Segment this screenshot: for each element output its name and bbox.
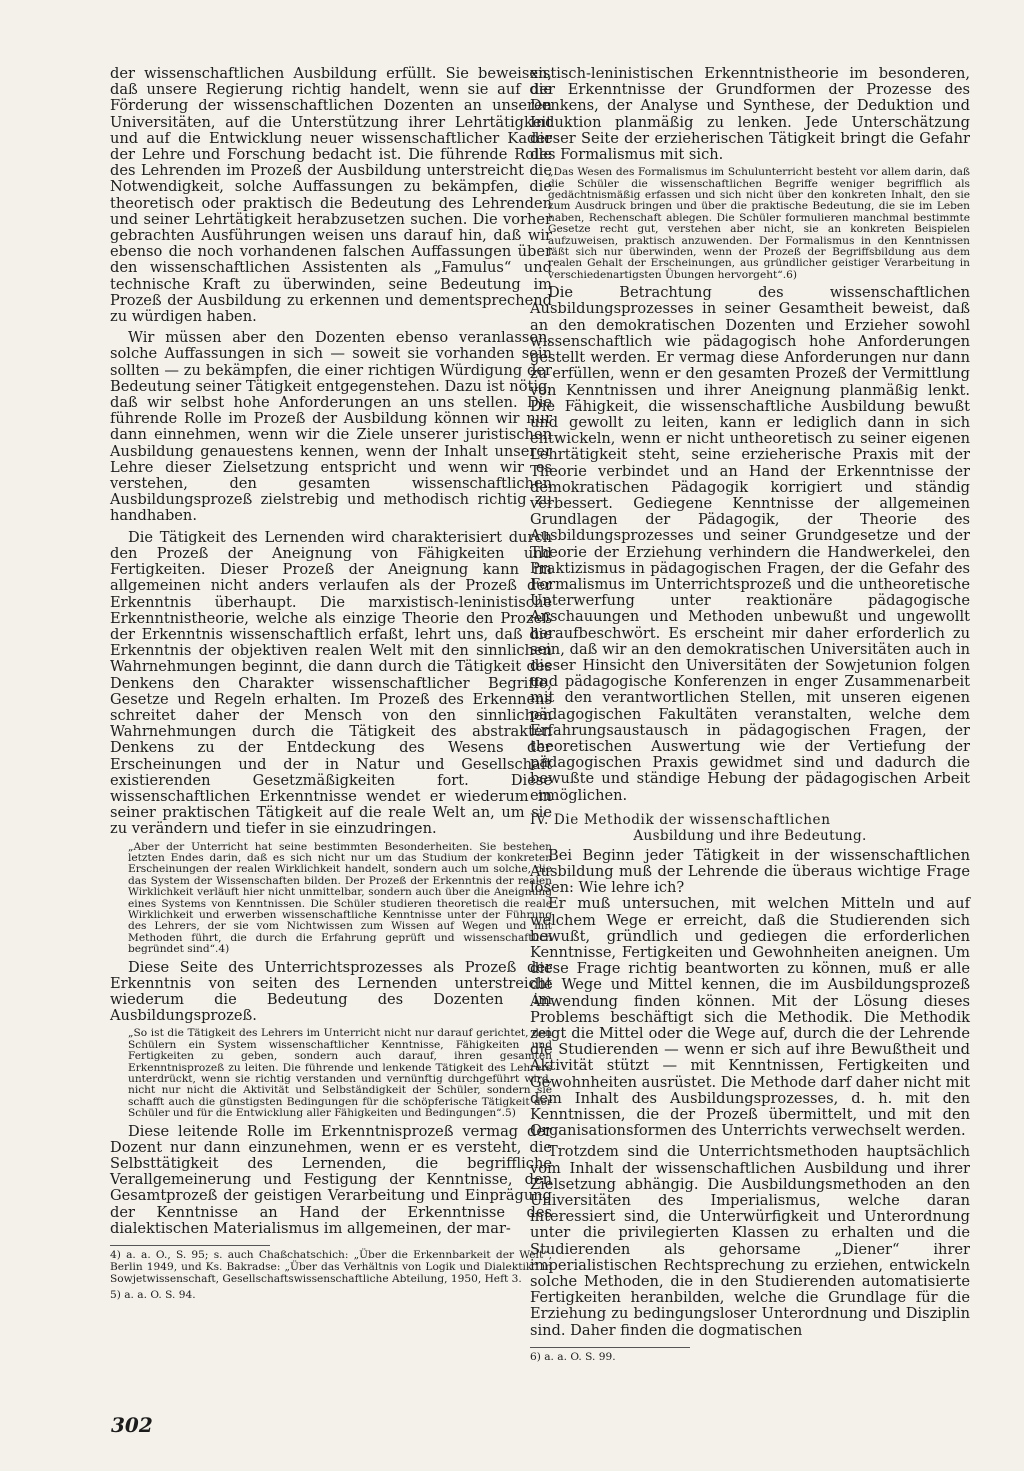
footnote-divider <box>110 1245 270 1246</box>
section-heading-line: Ausbildung und ihre Bedeutung. <box>633 827 867 844</box>
paragraph: xistisch-leninistischen Erkenntnistheorie im besonderen, der Erkenntnisse der Grundformen der Prozesse des Denkens, der Analyse und Synthese, der Deduktion und Induktion planmäßig zu lenken. Jede Unterschätzung dieser Seite der erzieherischen Tätigkeit bringt die Gefahr des Formalismus mit sich. <box>530 65 970 164</box>
paragraph: Bei Beginn jeder Tätigkeit in der wissenschaftlichen Ausbildung muß der Lehrende die überaus wichtige Frage lösen: Wie lehre ich? <box>530 846 970 897</box>
footnote: 6) a. a. O. S. 99. <box>530 1350 616 1363</box>
paragraph: der wissenschaftlichen Ausbildung erfüllt. Sie beweisen, daß unsere Regierung richtig handelt, wenn sie auf die Förderung der wissenschaftlichen Dozenten an unseren Universitäten, auf die Unterstützung ihrer Lehrtätigkeit und auf die Entwicklung neuer wissenschaftlicher Kader der Lehre und Forschung bedacht ist. Die führende Rolle des Lehrenden im Prozeß der Ausbildung unterstreicht die Notwendigkeit, solche Auffassungen zu bekämpfen, die theoretisch oder praktisch die Bedeutung des Lehrenden und seiner Lehrtätigkeit herabzusetzen suchen. Die vorher gebrachten Ausführungen weisen uns darauf hin, daß wir ebenso die noch vorhandenen falschen Auffassungen über den wissenschaftlichen Assistenten als „Famulus“ und technische Kraft zu überwinden, seine Bedeutung im Prozeß der Ausbildung zu erkennen und dementsprechend zu würdigen haben. <box>110 65 552 326</box>
block-quote: „Aber der Unterricht hat seine bestimmten Besonderheiten. Sie bestehen letzten Endes darin, daß es sich nicht nur um das Studium der konkreten Erscheinungen der realen Wirklichkeit handelt, sondern auch um solche, die das System der Wissenschaften bilden. Der Prozeß der Erkenntnis der realen Wirklichkeit verläuft hier nicht unmittelbar, sondern auch über die Aneignung eines Systems von Kenntnissen. Die Schüler studieren theoretisch die reale Wirklichkeit und erwerben wissenschaftliche Kenntnisse unter der Führung des Lehrers, der sie vom Nichtwissen zum Wissen auf Wegen und mit Methoden führt, die durch die Erfahrung geprüft und wissenschaftlich begründet sind“.4) <box>128 840 552 956</box>
paragraph: Trotzdem sind die Unterrichtsmethoden hauptsächlich vom Inhalt der wissenschaftlichen Ausbildung und ihrer Zielsetzung abhängig. Die Ausbildungsmethoden an den Universitäten des Imperialismus, welche daran interessiert sind, die Unterwürfigkeit und Unterordnung unter die privilegierten Klassen zu erhalten und die Studierenden als gehorsame „Diener“ ihrer imperialistischen Rechtsprechung zu erziehen, entwickeln solche Methoden, die in den Studierenden automatisierte Fertigkeiten heranbilden, welche die Grundlage für die Erziehung zu bedingungsloser Unterordnung und Disziplin sind. Daher finden die dogmatischen <box>530 1143 970 1339</box>
section-heading <box>530 812 970 844</box>
right-column <box>530 66 970 1364</box>
block-quote: „Das Wesen des Formalismus im Schulunterricht besteht vor allem darin, daß die Schüler die wissenschaftlichen Begriffe weniger begrifflich als gedächtnismäßig erfassen und sich nicht über den konkreten Inhalt, den sie zum Ausdruck bringen und über die praktische Bedeutung, die sie im Leben haben, Rechenschaft ablegen. Die Schüler formulieren manchmal bestimmte Gesetze recht gut, verstehen aber nicht, sie an konkreten Beispielen aufzuweisen, praktisch anzuwenden. Der Formalismus in den Kenntnissen läßt sich nur überwinden, wenn der Prozeß der Begriffsbildung aus dem realen Gehalt der Erscheinungen, aus gründlicher geistiger Verarbeitung in verschiedenartigsten Übungen hervorgeht“.6) <box>548 166 970 281</box>
block-quote: „So ist die Tätigkeit des Lehrers im Unterricht nicht nur darauf gerichtet, den Schülern ein System wissenschaftlicher Kenntnisse, Fähigkeiten und Fertigkeiten zu geben, sondern auch darauf, ihren gesamten Erkenntnisprozeß zu leiten. Die führende und lenkende Tätigkeit des Lehrers unterdrückt, wenn sie richtig verstanden und vernünftig durchgeführt wird, nicht nur nicht die Aktivität und Selbständigkeit der Schüler, sondern sie schafft auch die günstigsten Bedingungen für die schöpferische Tätigkeit der Schüler und für die Entwicklung aller Fähigkeiten und Bedingungen“.5) <box>128 1027 552 1120</box>
paragraph: Diese Seite des Unterrichtsprozesses als Prozeß der Erkenntnis von seiten des Lernenden unterstreicht wiederum die Bedeutung des Dozenten im Ausbildungsprozeß. <box>110 958 552 1025</box>
section-heading-line: IV. Die Methodik der wissenschaftlichen <box>530 811 831 828</box>
footnote: 4) a. a. O., S. 95; s. auch Chaßchatschich: „Über die Erkennbarkeit der Welt“, Berlin 1949, und Ks. Bakradse: „Über das Verhältnis von Logik und Dialektik“ in Sowjetwissenschaft, Gesellschaftswissenschaftliche Abteilung, 1950, Heft 3. <box>110 1249 552 1285</box>
paragraph: Diese leitende Rolle im Erkenntnisprozeß vermag der Dozent nur dann einzunehmen, wenn er es versteht, die Selbsttätigkeit des Lernenden, die begriffliche Verallgemeinerung und Festigung der Kenntnisse, den Gesamtprozeß der geistigen Verarbeitung und Einprägung der Kenntnisse an Hand der Erkenntnisse des dialektischen Materialismus im allgemeinen, der mar- <box>110 1122 552 1237</box>
paragraph: Wir müssen aber den Dozenten ebenso veranlassen, solche Auffassungen in sich — soweit sie vorhanden sein sollten — zu bekämpfen, die einer richtigen Würdigung der Bedeutung seiner Tätigkeit entgegenstehen. Dazu ist nötig, daß wir selbst hohe Anforderungen an uns stellen. Die führende Rolle im Prozeß der Ausbildung können wir nur dann einnehmen, wenn wir die Ziele unserer juristischen Ausbildung genauestens kennen, wenn der Inhalt unserer Lehre dieser Zielsetzung entspricht und wenn wir es verstehen, den gesamten wissenschaftlichen Ausbildungsprozeß zielstrebig und methodisch richtig zu handhaben. <box>110 329 552 525</box>
paragraph: Die Betrachtung des wissenschaftlichen Ausbildungsprozesses in seiner Gesamtheit beweist, daß an den demokratischen Dozenten und Erzieher sowohl wissenschaftlich wie pädagogisch hohe Anforderungen gestellt werden. Er vermag diese Anforderungen nur dann zu erfüllen, wenn er den gesamten Prozeß der Vermittlung von Kenntnissen und ihrer Aneignung planmäßig lenkt. Die Fähigkeit, die wissenschaftliche Ausbildung bewußt und gewollt zu leiten, kann er lediglich dann in sich entwickeln, wenn er nicht untheoretisch zu seiner eigenen Lehrtätigkeit steht, seine erzieherische Praxis mit der Theorie verbindet und an Hand der Erkenntnisse der demokratischen Pädagogik korrigiert und ständig verbessert. Gediegene Kenntnisse der allgemeinen Grundlagen der Pädagogik, der Theorie des Ausbildungsprozesses und seiner Grundgesetze und der Theorie der Erziehung verhindern die Handwerkelei, den Praktizismus in pädagogischen Fragen, der die Gefahr des Formalismus im Unterrichtsprozeß und die untheoretische Unterwerfung unter reaktionäre pädagogische Anschauungen und Methoden unbewußt und ungewollt heraufbeschwört. Es erscheint mir daher erforderlich zu sein, daß wir an den demokratischen Universitäten auch in dieser Hinsicht den Universitäten der Sowjetunion folgen und pädagogische Konferenzen in enger Zusammenarbeit mit den verantwortlichen Stellen, mit unseren eigenen pädagogischen Fakultäten veranstalten, welche dem Erfahrungsaustausch in pädagogischen Fragen, der theoretischen Auswertung wie der Vertiefung der pädagogischen Praxis gewidmet sind und dadurch die bewußte und ständige Hebung der pädagogischen Arbeit ermöglichen. <box>530 284 970 804</box>
page-number: 302 <box>111 1413 153 1437</box>
footnote-divider <box>530 1347 690 1348</box>
left-column <box>110 66 552 1302</box>
paragraph: Die Tätigkeit des Lernenden wird charakterisiert durch den Prozeß der Aneignung von Fähigkeiten und Fertigkeiten. Dieser Prozeß der Aneignung kann im allgemeinen nicht anders verlaufen als der Prozeß der Erkenntnis überhaupt. Die marxistisch-leninistische Erkenntnistheorie, welche als einzige Theorie den Prozeß der Erkenntnis wissenschaftlich erfaßt, lehrt uns, daß die Erkenntnis der objektiven realen Welt mit den sinnlichen Wahrnehmungen beginnt, die dann durch die Tätigkeit des Denkens den Charakter wissenschaftlicher Begriffe, Gesetze und Regeln erhalten. Im Prozeß des Erkennens schreitet daher der Mensch von den sinnlichen Wahrnehmungen durch die Tätigkeit des abstrakten Denkens zu der Entdeckung des Wesens der Erscheinungen und der in Natur und Gesellschaft existierenden Gesetzmäßigkeiten fort. Diese wissenschaftlichen Erkenntnisse wendet er wiederum in seiner praktischen Tätigkeit auf die reale Welt an, um sie zu verändern und tiefer in sie einzudringen. <box>110 528 552 838</box>
footnote: 5) a. a. O. S. 94. <box>110 1289 196 1302</box>
paragraph: Er muß untersuchen, mit welchen Mitteln und auf welchem Wege er erreicht, daß die Studierenden sich bewußt, gründlich und gediegen die erforderlichen Kenntnisse, Fertigkeiten und Gewohnheiten aneignen. Um diese Frage richtig beantworten zu können, muß er alle die Wege und Mittel kennen, die im Ausbildungsprozeß Anwendung finden können. Mit der Lösung dieses Problems beschäftigt sich die Methodik. Die Methodik zeigt die Mittel oder die Wege auf, durch die der Lehrende die Studierenden — wenn er sich auf ihre Bewußtheit und Aktivität stützt — mit Kenntnissen, Fertigkeiten und Gewohnheiten ausrüstet. Die Methode darf daher nicht mit dem Inhalt des Ausbildungsprozesses, d. h. mit den Kenntnissen, die der Prozeß übermittelt, und mit den Organisationsformen des Unterrichts verwechselt werden. <box>530 895 970 1140</box>
